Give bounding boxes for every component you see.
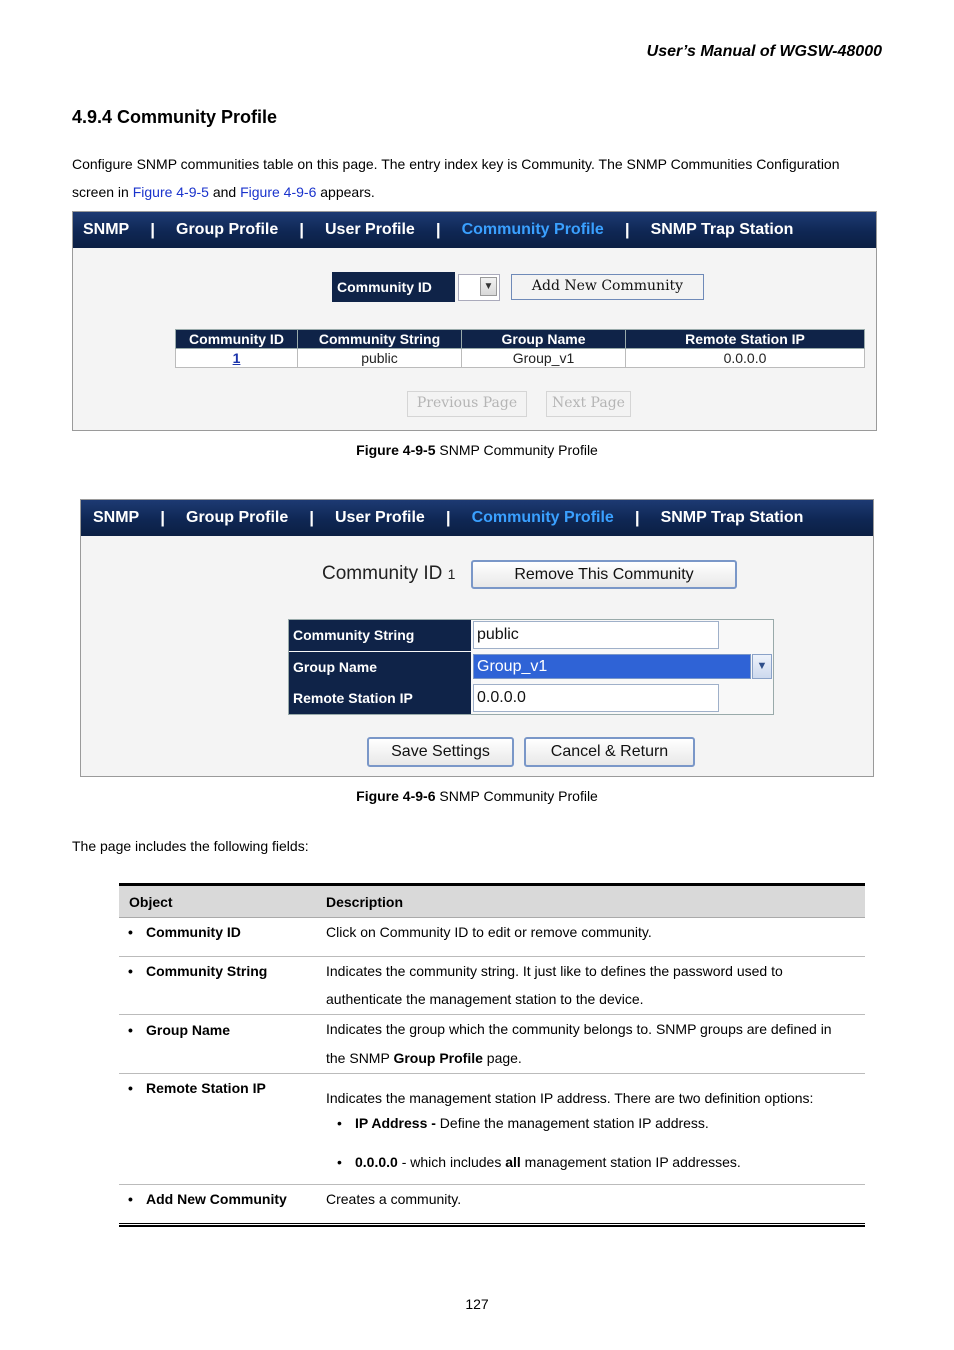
- intro-text: appears.: [316, 184, 375, 200]
- desc-text: - which includes: [397, 1154, 506, 1170]
- community-string-cell: public: [298, 349, 462, 368]
- desc-text: the SNMP: [326, 1050, 394, 1066]
- nav-separator: |: [309, 508, 314, 527]
- desc-group-name-1: Indicates the group which the community belongs to. SNMP groups are defined in: [326, 1021, 832, 1037]
- nav-community-profile[interactable]: Community Profile: [461, 221, 604, 238]
- community-string-label: Community String: [289, 620, 471, 651]
- community-edit-form: [288, 619, 774, 715]
- desc-community-string-2: authenticate the management station to the device.: [326, 991, 644, 1007]
- nav-separator: |: [445, 508, 451, 527]
- fields-intro: The page includes the following fields:: [72, 838, 309, 854]
- remote-station-ip-label: Remote Station IP: [289, 683, 471, 714]
- section-title: 4.9.4 Community Profile: [72, 107, 278, 127]
- caption-text: SNMP Community Profile: [435, 788, 598, 804]
- intro-line-2: [72, 178, 882, 206]
- figure-2-caption: [0, 788, 954, 804]
- object-add-new-community: • Add New Community: [146, 1191, 287, 1207]
- col-remote-station-ip: Remote Station IP: [626, 330, 865, 349]
- community-id-link[interactable]: [176, 349, 298, 368]
- figure-4-9-5-link[interactable]: Figure 4-9-5: [132, 184, 209, 200]
- cancel-return-button[interactable]: Cancel & Return: [524, 737, 695, 767]
- object-community-string: • Community String: [146, 963, 267, 979]
- group-name-cell: Group_v1: [462, 349, 626, 368]
- desc-community-id: Click on Community ID to edit or remove community.: [326, 924, 652, 940]
- community-id-heading: [322, 563, 455, 585]
- desc-bold: all: [505, 1154, 521, 1170]
- nav-separator: |: [634, 508, 640, 527]
- save-settings-button[interactable]: Save Settings: [367, 737, 514, 767]
- desc-remote-ip-1: Indicates the management station IP address. There are two definition options:: [326, 1090, 814, 1106]
- nav-separator: |: [299, 220, 304, 239]
- figure-4-9-6-link[interactable]: Figure 4-9-6: [240, 184, 317, 200]
- desc-bold: IP Address -: [355, 1115, 436, 1131]
- community-id-select[interactable]: [458, 274, 500, 301]
- object-group-name: • Group Name: [146, 1022, 230, 1038]
- nav-community-profile[interactable]: Community Profile: [471, 509, 614, 526]
- nav-snmp[interactable]: SNMP: [93, 509, 140, 526]
- desc-text: management station IP addresses.: [520, 1154, 741, 1170]
- snmp-nav-bar: [73, 212, 876, 248]
- desc-bold: 0.0.0.0: [355, 1154, 398, 1170]
- chevron-down-icon[interactable]: ▼: [752, 654, 772, 679]
- row-divider: [119, 956, 865, 957]
- previous-page-button[interactable]: Previous Page: [407, 391, 527, 417]
- community-id-label: Community ID: [322, 563, 443, 584]
- col-community-id: Community ID: [176, 330, 298, 349]
- object-community-id: • Community ID: [146, 924, 241, 940]
- remote-ip-row: [289, 683, 773, 714]
- nav-snmp-trap-station[interactable]: SNMP Trap Station: [660, 509, 804, 526]
- intro-text: and: [208, 184, 241, 200]
- next-page-button[interactable]: Next Page: [546, 391, 631, 417]
- group-name-label: Group Name: [289, 652, 471, 683]
- desc-text: Define the management station IP address.: [435, 1115, 709, 1131]
- community-string-input[interactable]: public: [473, 621, 719, 649]
- figure-community-edit: [80, 499, 874, 777]
- row-divider: [119, 1073, 865, 1074]
- desc-community-string-1: Indicates the community string. It just like to defines the password used to: [326, 963, 783, 979]
- chevron-down-icon[interactable]: ▼: [480, 277, 497, 296]
- desc-text: page.: [482, 1050, 522, 1066]
- desc-bold: Group Profile: [393, 1050, 483, 1066]
- header-description: Description: [326, 894, 404, 910]
- group-name-row: [289, 651, 773, 682]
- object-remote-station-ip: • Remote Station IP: [146, 1080, 266, 1096]
- community-id-value: 1: [447, 566, 456, 582]
- nav-snmp[interactable]: SNMP: [83, 221, 130, 238]
- group-name-select[interactable]: Group_v1: [473, 654, 751, 679]
- figure-1-caption: [0, 442, 954, 458]
- snmp-nav-bar: [81, 500, 873, 536]
- nav-snmp-trap-station[interactable]: SNMP Trap Station: [650, 221, 794, 238]
- page-number: 127: [465, 1296, 489, 1312]
- table-row: [176, 349, 865, 368]
- table-bottom-rule: [119, 1225, 865, 1227]
- nav-separator: |: [150, 220, 155, 239]
- community-table: [175, 329, 865, 368]
- table-bottom-rule: [119, 1223, 865, 1224]
- row-divider: [119, 1184, 865, 1185]
- nav-user-profile[interactable]: User Profile: [325, 221, 415, 238]
- col-community-string: Community String: [298, 330, 462, 349]
- nav-separator: |: [160, 508, 165, 527]
- intro-paragraph: [72, 150, 882, 206]
- caption-text: SNMP Community Profile: [435, 442, 598, 458]
- community-id-label: Community ID: [332, 272, 455, 302]
- nav-separator: |: [435, 220, 441, 239]
- caption-label: Figure 4-9-5: [356, 442, 436, 458]
- col-group-name: Group Name: [462, 330, 626, 349]
- intro-text: screen in: [72, 184, 133, 200]
- intro-line-1: Configure SNMP communities table on this page. The entry index key is Community. The SNMP Communities Configuration: [72, 156, 840, 172]
- nav-user-profile[interactable]: User Profile: [335, 509, 425, 526]
- table-header-row: [176, 330, 865, 349]
- caption-label: Figure 4-9-6: [356, 788, 436, 804]
- header-object: Object: [129, 894, 173, 910]
- nav-group-profile[interactable]: Group Profile: [186, 509, 289, 526]
- desc-remote-ip-option-1: [355, 1115, 709, 1131]
- nav-group-profile[interactable]: Group Profile: [176, 221, 279, 238]
- remove-community-button[interactable]: Remove This Community: [471, 560, 737, 589]
- manual-header: User’s Manual of WGSW-48000: [646, 43, 882, 60]
- remote-ip-cell: 0.0.0.0: [626, 349, 865, 368]
- row-divider: [119, 1014, 865, 1015]
- table-header-bg: [119, 886, 865, 918]
- figure-community-list: [72, 211, 877, 431]
- add-new-community-button[interactable]: Add New Community: [511, 274, 704, 300]
- community-id-value[interactable]: 1: [232, 350, 241, 366]
- nav-separator: |: [624, 220, 630, 239]
- community-string-row: [289, 620, 773, 651]
- desc-add-new-community: Creates a community.: [326, 1191, 462, 1207]
- desc-group-name-2: [326, 1050, 522, 1066]
- remote-station-ip-input[interactable]: 0.0.0.0: [473, 684, 719, 712]
- desc-remote-ip-option-2: [355, 1154, 741, 1170]
